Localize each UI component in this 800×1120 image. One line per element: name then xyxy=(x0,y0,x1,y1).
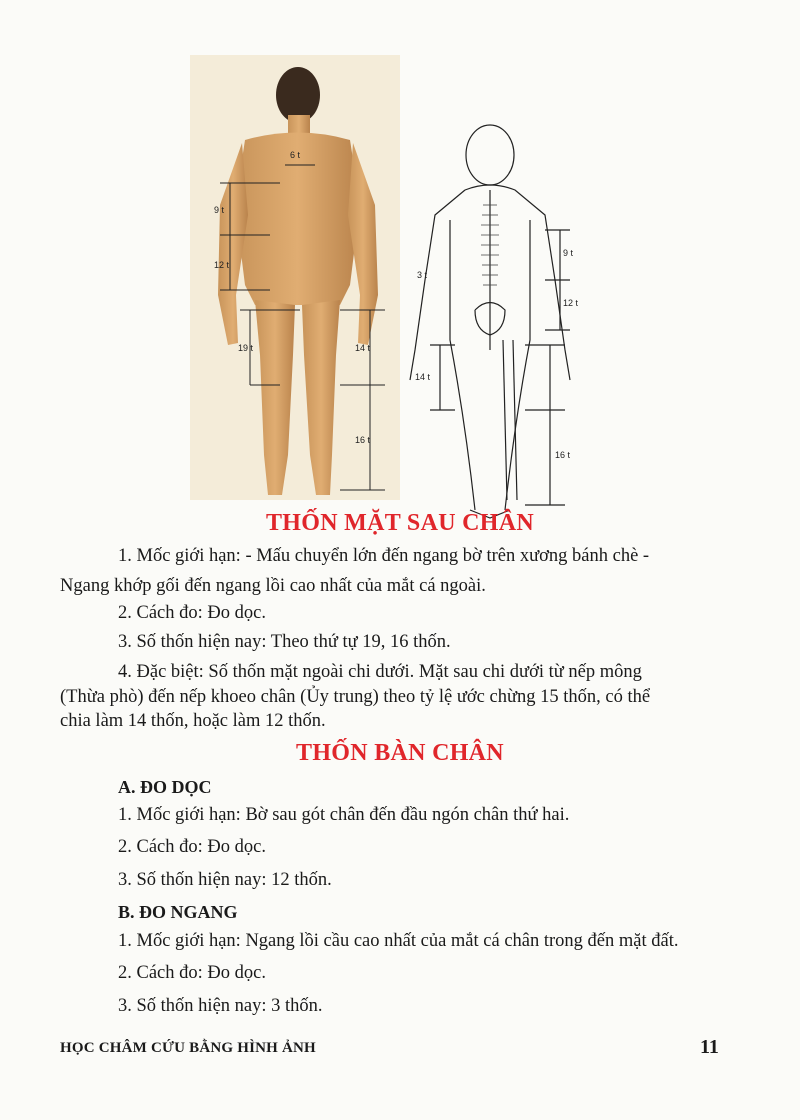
label-9: 9 t xyxy=(214,205,225,215)
paragraph-a1: 1. Mốc giới hạn: Bờ sau gót chân đến đầu ngón chân thứ hai. xyxy=(118,805,570,825)
body-silhouette xyxy=(190,55,400,500)
label-12: 12 t xyxy=(214,260,230,270)
drawing-label-16: 16 t xyxy=(555,450,571,460)
paragraph-b3: 3. Số thốn hiện nay: 3 thốn. xyxy=(118,996,323,1016)
paragraph-method: 2. Cách đo: Đo dọc. xyxy=(118,603,266,623)
drawing-label-3: 3 t xyxy=(417,270,428,280)
back-view-photo xyxy=(190,55,400,500)
skeleton-drawing xyxy=(395,120,585,525)
paragraph-a3: 3. Số thốn hiện nay: 12 thốn. xyxy=(118,870,332,890)
subheading-longitudinal: A. ĐO DỌC xyxy=(118,777,212,797)
anatomy-figure xyxy=(190,40,615,500)
subheading-transverse: B. ĐO NGANG xyxy=(118,902,238,922)
paragraph-b1: 1. Mốc giới hạn: Ngang lồi cầu cao nhất của mắt cá chân trong đến mặt đất. xyxy=(118,931,679,951)
skeleton-outline xyxy=(395,120,585,525)
paragraph-landmarks-line1: 1. Mốc giới hạn: - Mấu chuyển lớn đến ngang bờ trên xương bánh chè - xyxy=(118,546,650,566)
book-title: HỌC CHÂM CỨU BẰNG HÌNH ẢNH xyxy=(60,1040,316,1056)
paragraph-b2: 2. Cách đo: Đo dọc. xyxy=(118,963,266,983)
label-19: 19 t xyxy=(238,343,254,353)
section-title-foot: THỐN BÀN CHÂN xyxy=(296,740,504,766)
paragraph-special-line3: chia làm 14 thốn, hoặc làm 12 thốn. xyxy=(60,711,326,731)
section-title-back-leg: THỐN MẶT SAU CHÂN xyxy=(265,510,534,536)
paragraph-special-line2: (Thừa phò) đến nếp khoeo chân (Ủy trung) theo tỷ lệ ước chừng 15 thốn, có thể xyxy=(60,687,651,707)
paragraph-count: 3. Số thốn hiện nay: Theo thứ tự 19, 16 thốn. xyxy=(118,632,451,652)
drawing-label-12: 12 t xyxy=(563,298,579,308)
drawing-label-9: 9 t xyxy=(563,248,574,258)
label-14: 14 t xyxy=(355,343,371,353)
drawing-label-14: 14 t xyxy=(415,372,431,382)
paragraph-landmarks-line2: Ngang khớp gối đến ngang lồi cao nhất của mắt cá ngoài. xyxy=(60,576,486,596)
paragraph-a2: 2. Cách đo: Đo dọc. xyxy=(118,837,266,857)
label-16: 16 t xyxy=(355,435,371,445)
page-number: 11 xyxy=(700,1036,719,1058)
label-6: 6 t xyxy=(290,150,301,160)
paragraph-special-line1: 4. Đặc biệt: Số thốn mặt ngoài chi dưới. Mặt sau chi dưới từ nếp mông xyxy=(118,662,642,682)
